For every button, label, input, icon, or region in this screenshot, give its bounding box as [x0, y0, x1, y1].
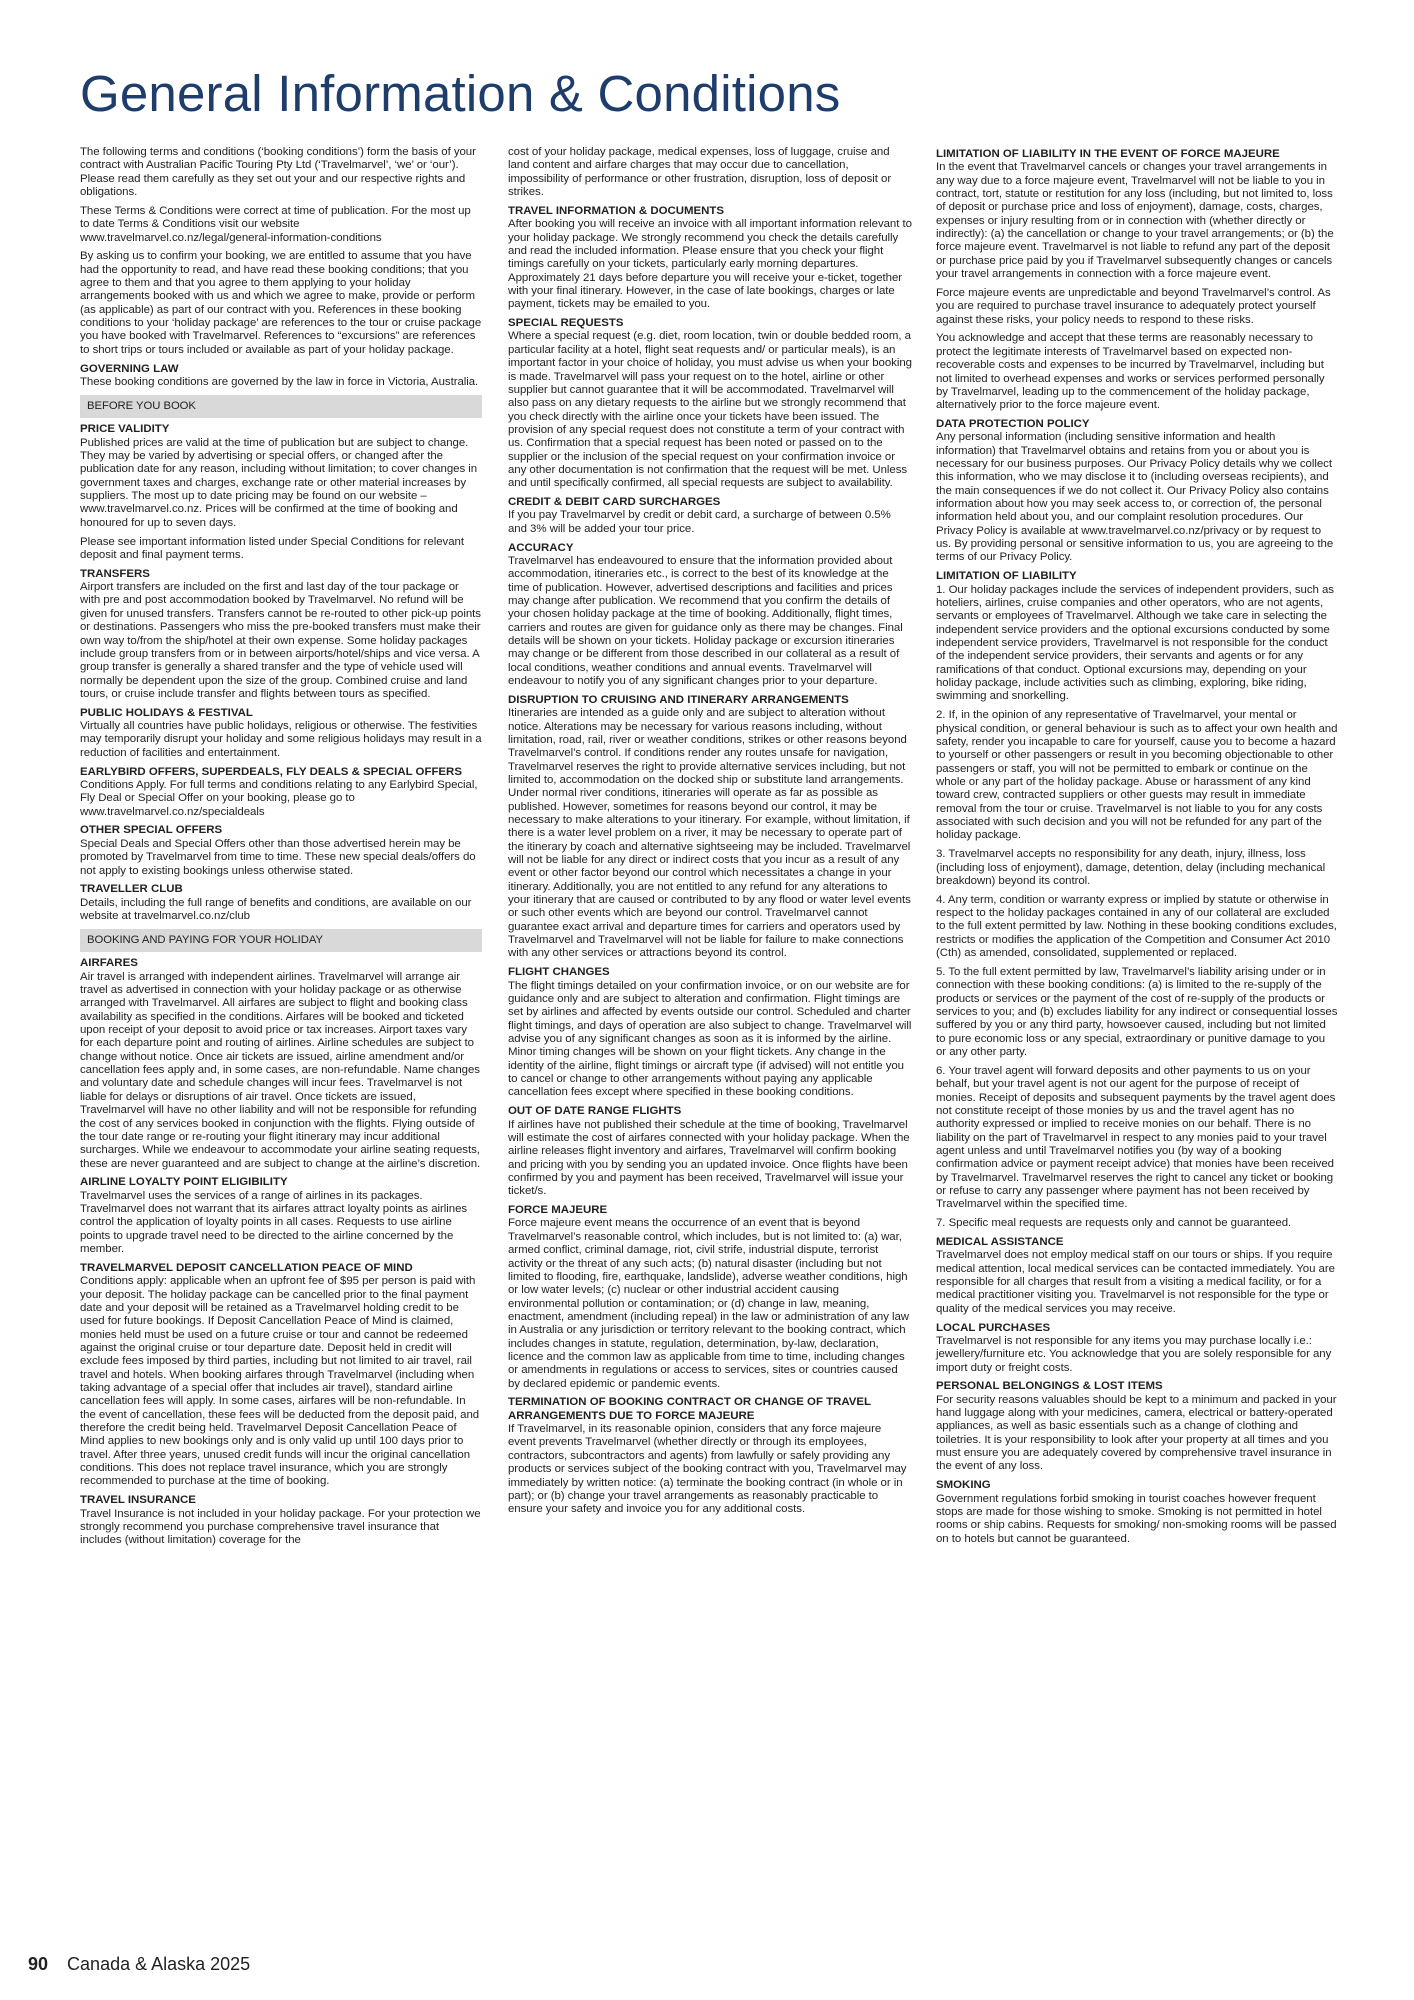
paragraph: Please see important information listed under Special Conditions for relevant deposit and final payment terms.: [80, 535, 464, 561]
section-heading: TRANSFERS: [80, 567, 150, 580]
section-heading: PUBLIC HOLIDAYS & FESTIVAL: [80, 706, 253, 719]
paragraph: Conditions Apply. For full terms and conditions relating to any Earlybird Special, Fly Deal or Special Offer on your booking, please go to www.travelmarvel.co.nz/specialdeals: [80, 778, 478, 818]
paragraph: Airport transfers are included on the first and last day of the tour package or with pre and post accommodation booked by Travelmarvel. No refund will be given for unused transfers. Transfers cannot be re-routed to other pick-up points or destinations. Passengers who miss the pre-booked transfers must make their own way to/from the ship/hotel at their own expense. Some holiday packages include group transfers from or in between airports/hotel/ships and vice versa. A group transfer is generally a shared transfer and the type of vehicle used will normally be dependent upon the size of the group. Combined cruise and land tours, or cruise include transfer and flights between tours as specified.: [80, 581, 481, 700]
paragraph: 5. To the full extent permitted by law, Travelmarvel’s liability arising under or in connection with these booking conditions: (a) is limited to the re-supply of the products or services or the payment of the cost of re-supply of the products or services to you; and (b) excludes liability for any indirect or consequential losses suffered by you or any third party, howsoever caused, including but not limited to pure economic loss or any special, extraordinary or punitive damage to you or any other party.: [936, 965, 1338, 1058]
section-heading: CREDIT & DEBIT CARD SURCHARGES: [508, 496, 721, 509]
paragraph: Force majeure events are unpredictable and beyond Travelmarvel’s control. As you are required to purchase travel insurance to adequately protect yourself against these risks, your policy needs to respond to these risks.: [936, 286, 1331, 326]
paragraph: Travel Insurance is not included in your holiday package. For your protection we strongly recommend you purchase comprehensive travel insurance that includes (without limitation) coverage for the: [80, 1507, 481, 1547]
paragraph: You acknowledge and accept that these terms are reasonably necessary to protect the legitimate interests of Travelmarvel based on expected non-recoverable costs and expenses to be incurred by Travelmarvel, including but not limited to overhead expenses and works or services performed personally by Travelmarvel, leading up to the commencement of the holiday package, alternatively prior to the force majeure event.: [936, 332, 1325, 412]
section-heading: ACCURACY: [508, 541, 574, 554]
section-heading: AIRLINE LOYALTY POINT ELIGIBILITY: [80, 1176, 288, 1189]
paragraph: Details, including the full range of benefits and conditions, are available on our website at travelmarvel.co.nz/club: [80, 896, 472, 923]
paragraph: Itineraries are intended as a guide only and are subject to alteration without notice. Alterations may be necessary for various reasons including, without limitation, road, rail, river or weather conditions, strikes or other reasons beyond Travelmarvel’s control. If conditions render any routes unsafe for navigation, Travelmarvel reserves the right to provide alternative services including, but not limited to, accommodation on the docked ship or substitute land arrangements. Under normal river conditions, itineraries will operate as far as possible as published. However, sometimes for reasons beyond our control, it may be necessary to make alterations to your itinerary. For example, without limitation, if there is a water level problem on a river, it may be necessary to operate part of the itinerary by coach and alternative sightseeing may be included. Travelmarvel will not be liable for any direct or indirect costs that you incur as a result of any event or other factor beyond our control which necessitates a change in your itinerary. Additionally, you are not entitled to any refund for any alterations to your itinerary that are caused or contributed to by any flood or water level events or such other events which are beyond our control. Travelmarvel cannot guarantee exact arrival and departure times for carriers and operators used by Travelmarvel and Travelmarvel will not be liable for failure to make connections with any other services or attractions beyond its control.: [508, 707, 911, 960]
paragraph: 1. Our holiday packages include the services of independent providers, such as hoteliers, airlines, cruise companies and other operators, who are not agents, servants or employees of Travelmarvel. Although we take care in selecting the independent service providers and the optional excursions conducted by some independent service providers, Travelmarvel is not responsible for the conduct of the independent service providers, their servants and agents or for any ramifications of that conduct. Optional excursions may, depending on your holiday package, include activities such as climbing, exploring, bike riding, swimming and snorkelling.: [936, 583, 1334, 703]
paragraph: If Travelmarvel, in its reasonable opinion, considers that any force majeure event prevents Travelmarvel (whether directly or through its employees, contractors, subcontractors and agents) from lawfully or safely providing any products or services subject of the booking contract with you, Travelmarvel may immediately by written notice: (a) terminate the booking contract (in whole or in part); or (b) change your travel arrangements as reasonably practicable to ensure your safety and invoice you for any additional costs.: [508, 1423, 907, 1516]
paragraph: Travelmarvel uses the services of a range of airlines in its packages. Travelmarvel does not warrant that its airfares attract loyalty points as airlines control the application of loyalty points in all cases. Requests to use airline points to upgrade travel need to be directed to the airline concerned by the member.: [80, 1189, 468, 1256]
section-heading: TERMINATION OF BOOKING CONTRACT OR CHANGE OF TRAVEL ARRANGEMENTS DUE TO FORCE MAJEURE: [508, 1396, 871, 1422]
paragraph: The following terms and conditions (‘booking conditions’) form the basis of your contract with Australian Pacific Touring Pty Ltd (‘Travelmarvel’, ‘we’ or ‘our’). Please read them carefully as they set out your and our respective rights and obligations.: [80, 146, 476, 199]
paragraph: 2. If, in the opinion of any representative of Travelmarvel, your mental or physical condition, or general behaviour is such as to affect your own health and safety, render you incapable to care for yourself, cause you to become a hazard to yourself or other passengers or result in you becoming objectionable to other passengers or staff, you will not be permitted to embark or continue on the whole or any part of the holiday package. Abuse or harassment of any kind toward crew, contracted suppliers or other guests may result in immediate removal from the tour or cruise. Travelmarvel is not liable to you for any costs associated with such decision and you will not be refunded for any part of the holiday package.: [936, 709, 1338, 842]
paragraph: cost of your holiday package, medical expenses, loss of luggage, cruise and land content and airfare charges that may occur due to cancellation, impossibility of performance or other frustration, disruption, loss of deposit or strikes.: [508, 146, 892, 199]
paragraph: Force majeure event means the occurrence of an event that is beyond Travelmarvel’s reasonable control, which includes, but is not limited to: (a) war, armed conflict, criminal damage, riot, civil strife, industrial dispute, terrorist activity or the threat of any such acts; (b) natural disaster (including but not limited to flooding, fire, earthquake, landslide), adverse weather conditions, high or low water levels; (c) nuclear or other industrial accident causing environmental pollution or contamination; or (d) change in law, meaning, enactment, amendment (including repeal) in the law or administration of any law in Australia or any jurisdiction or territory relevant to the booking contract, which includes changes in statute, regulation, determination, by-law, declaration, licence and the common law as applicable from time to time, including changes or amendments in regulations or access to services, sites or countries caused by declared epidemic or pandemic events.: [508, 1217, 910, 1390]
column-1: [80, 146, 482, 1553]
section-heading: LIMITATION OF LIABILITY: [936, 570, 1077, 583]
section-heading: FLIGHT CHANGES: [508, 966, 610, 979]
page-footer: [28, 1954, 250, 1975]
paragraph: Any personal information (including sensitive information and health information) that Travelmarvel obtains and retains from you or about you is necessary for our business purposes. Our Privacy Policy details why we collect this information, who we may disclose it to (including overseas recipients), and the main consequences if we do not collect it. Our Privacy Policy also contains information about how you may seek access to, or correction of, the personal information held about you, and our complaint resolution procedures. Our Privacy Policy is available at www.travelmarvel.co.nz/privacy or by request to us. By providing personal or sensitive information to us, you are agreeing to the terms of our Privacy Policy.: [936, 431, 1334, 564]
paragraph: By asking us to confirm your booking, we are entitled to assume that you have had the opportunity to read, and have read these booking conditions; that you agree to them and that you agree to them applying to your holiday arrangements booked with us and which we agree to make, provide or perform (as applicable) as part of our contract with you. References in these booking conditions to your ‘holiday package’ are references to the tour or cruise package you have booked with Travelmarvel. References to “excursions” are references to short trips or tours included or available as part of your holiday package.: [80, 250, 482, 356]
section-heading: PERSONAL BELONGINGS & LOST ITEMS: [936, 1380, 1163, 1393]
paragraph: 7. Specific meal requests are requests only and cannot be guaranteed.: [936, 1217, 1292, 1230]
paragraph: Air travel is arranged with independent airlines. Travelmarvel will arrange air travel as advertised in connection with your holiday package or as otherwise arranged with Travelmarvel. All airfares are subject to flight and booking class availability as specified in the conditions. Airfares will be booked and ticketed upon receipt of your deposit to avoid price or tax increases. Airport taxes vary for each departure point and routing of airlines. Airline schedules are subject to change without notice. Once air tickets are issued, airline amendment and/or cancellation fees apply and, in some cases, are non-refundable. Name changes and voluntary date and schedule changes will incur fees. Travelmarvel is not liable for delays or disruptions of air travel. Once tickets are issued, Travelmarvel will have no other liability and will not be responsible for refunding the cost of any services booked in conjunction with the flights. Flying outside of the tour date range or re-routing your flight itinerary may incur additional surcharges. While we endeavour to accommodate your airline seating requests, these are never guaranteed and are subject to change at the airline’s discretion.: [80, 970, 481, 1170]
paragraph: The flight timings detailed on your confirmation invoice, or on our website are for guidance only and are subject to alteration and confirmation. Flight timings are set by airlines and affected by events outside our control. Scheduled and charter flight timings, and days of operation are also subject to change. Travelmarvel will advise you of any significant changes as soon as it is informed by the airline. Minor timing changes will be shown on your flight tickets. Any change in the identity of the airline, flight timings or aircraft type (if advised) will not entitle you to cancel or change to other arrangements without paying any applicable cancellation fees except where specified in these booking conditions.: [508, 979, 912, 1099]
section-heading: SMOKING: [936, 1479, 991, 1492]
paragraph: Virtually all countries have public holidays, religious or otherwise. The festivities may temporarily disrupt your holiday and some religious holidays may result in a reduction of facilities and entertainment.: [80, 720, 482, 759]
section-heading: MEDICAL ASSISTANCE: [936, 1235, 1064, 1248]
brochure-title: Canada & Alaska 2025: [67, 1954, 251, 1974]
paragraph: Travelmarvel is not responsible for any items you may purchase locally i.e.: jewellery/furniture etc. You acknowledge that you are solely responsible for any import duty or freight costs.: [936, 1334, 1332, 1374]
section-heading: DISRUPTION TO CRUISING AND ITINERARY ARRANGEMENTS: [508, 693, 849, 706]
paragraph: Travelmarvel does not employ medical staff on our tours or ships. If you require medical attention, local medical services can be contacted immediately. You are responsible for all charges that result from a visiting a medical facility, or for a medical practitioner visiting you. Travelmarvel is not responsible for the type or quality of the medical services you may receive.: [936, 1249, 1335, 1315]
paragraph: Special Deals and Special Offers other than those advertised herein may be promoted by Travelmarvel from time to time. These new special deals/offers do not apply to existing bookings unless otherwise stated.: [80, 837, 476, 877]
paragraph: If you pay Travelmarvel by credit or debit card, a surcharge of between 0.5% and 3% will be added your tour price.: [508, 509, 891, 535]
section-heading: TRAVELLER CLUB: [80, 883, 183, 896]
column-3: [936, 148, 1338, 1552]
paragraph: 6. Your travel agent will forward deposits and other payments to us on your behalf, but your travel agent is not our agent for the purpose of receipt of monies. Receipt of deposits and subsequent payments by the travel agent does not constitute receipt of those monies by us and the travel agent has no authority expressed or implied to receive monies on our behalf. There is no liability on the part of Travelmarvel in respect to any monies paid to your travel agent unless and until Travelmarvel notifies you (by way of a booking confirmation advice or payment receipt advice) that monies have been received by Travelmarvel. Travelmarvel reserves the right to cancel any ticket or booking or refuse to carry any passenger where payment has not been received by Travelmarvel within the specified time.: [936, 1064, 1336, 1211]
paragraph: Government regulations forbid smoking in tourist coaches however frequent stops are made for those wishing to smoke. Smoking is not permitted in hotel rooms or ship cabins. Requests for smoking/ non-smoking rooms will be passed on to hotels but cannot be guaranteed.: [936, 1492, 1337, 1545]
section-heading: TRAVEL INFORMATION & DOCUMENTS: [508, 204, 725, 217]
section-heading: DATA PROTECTION POLICY: [936, 418, 1090, 431]
paragraph: After booking you will receive an invoice with all important information relevant to your holiday package. We strongly recommend you check the details carefully and read the included information. Please ensure that you check your flight timings carefully on your tickets, particularly early morning departures. Approximately 21 days before departure you will receive your e-ticket, together with your final itinerary. However, in the case of late bookings, charges or late payment, tickets may be emailed to you.: [508, 218, 912, 311]
paragraph: Travelmarvel has endeavoured to ensure that the information provided about accommodation, itineraries etc., is correct to the best of its knowledge at the time of publication. However, advertised descriptions and facilities and prices may change after publication. We recommend that you confirm the details of your chosen holiday package at the time of booking. Additionally, flight times, carriers and routes are given for guidance only as there may be changes. Final details will be shown on your tickets. Holiday package or excursion itineraries may change or be different from those described in our collateral as a result of local conditions, weather conditions and annual events. Travelmarvel will endeavour to notify you of any significant changes prior to your departure.: [508, 554, 903, 688]
section-heading: EARLYBIRD OFFERS, SUPERDEALS, FLY DEALS & SPECIAL OFFERS: [80, 765, 462, 778]
section-heading: TRAVEL INSURANCE: [80, 1494, 196, 1507]
section-heading: AIRFARES: [80, 957, 138, 970]
section-heading: GOVERNING LAW: [80, 362, 179, 375]
paragraph: If airlines have not published their schedule at the time of booking, Travelmarvel will estimate the cost of airfares connected with your holiday package. When the airline releases flight inventory and airfares, Travelmarvel will confirm booking and pricing with you by sending you an updated invoice. Once flights have been confirmed by you and payment has been received, Travelmarvel will issue your ticket/s.: [508, 1118, 910, 1198]
paragraph: Conditions apply: applicable when an upfront fee of $95 per person is paid with your deposit. The holiday package can be cancelled prior to the final payment date and your deposit will be retained as a Travelmarvel holding credit to be used for future bookings. If Deposit Cancellation Peace of Mind is claimed, monies held must be used on a future cruise or tour and cannot be redeemed against the original cruise or tour departure date. Deposit held in credit will exclude fees imposed by third parties, including but not limited to air travel, rail travel and hotels. When booking airfares through Travelmarvel (including when taking advantage of a special offer that includes air travel), standard airline cancellation fees will apply. In some cases, airfares will be non-refundable. In the event of cancellation, these fees will be deducted from the deposit paid, and therefore the credit being held. Travelmarvel Deposit Cancellation Peace of Mind applies to new bookings only and is only valid up until 100 days prior to travel. After three years, unused credit funds will incur the original cancellation conditions. This does not replace travel insurance, which you are strongly recommended to purchase at the time of booking.: [80, 1275, 480, 1488]
paragraph: These booking conditions are governed by the law in force in Victoria, Australia.: [80, 376, 479, 388]
section-heading: LOCAL PURCHASES: [936, 1321, 1051, 1334]
section-heading: TRAVELMARVEL DEPOSIT CANCELLATION PEACE OF MIND: [80, 1261, 413, 1274]
paragraph: These Terms & Conditions were correct at time of publication. For the most up to date Terms & Conditions visit our website www.travelmarvel.co.nz/legal/general-information-conditions: [80, 204, 471, 244]
section-heading: OUT OF DATE RANGE FLIGHTS: [508, 1105, 682, 1118]
column-2: [508, 146, 912, 1522]
section-heading: PRICE VALIDITY: [80, 423, 170, 436]
paragraph: 3. Travelmarvel accepts no responsibility for any death, injury, illness, loss (including loss of enjoyment), damage, detention, delay (including mechanical breakdown) beyond its control.: [936, 848, 1326, 887]
paragraph: Published prices are valid at the time of publication but are subject to change. They may be varied by advertising or special offers, or changed after the publication date for any reason, including without limitation; to cover changes in government taxes and charges, exchange rate or other material increases by suppliers. The most up to date pricing may be found on our website – www.travelmarvel.co.nz. Prices will be confirmed at the time of booking and honoured for up to seven days.: [80, 436, 478, 529]
paragraph: 4. Any term, condition or warranty express or implied by statute or otherwise in respect to the holiday packages contained in any of our collateral are excluded to the full extent permitted by law. Nothing in these booking conditions excludes, restricts or modifies the application of the Competition and Consumer Act 2010 (Cth) as amended, consolidated, supplemented or replaced.: [936, 893, 1337, 960]
page-title: General Information & Conditions: [80, 65, 841, 122]
section-band: BEFORE YOU BOOK: [80, 395, 482, 418]
paragraph: In the event that Travelmarvel cancels or changes your travel arrangements in any way due to a force majeure event, Travelmarvel will not be liable to you in contract, tort, statute or restitution for any loss (including, but not limited to, loss of deposit or purchase price and loss of enjoyment), damage, costs, charges, expenses or injury resulting from or in connection with (whether directly or indirectly): (a) the cancellation or change to your travel arrangements; or (b) the force majeure event. Travelmarvel is not liable to refund any part of the deposit or purchase price paid by you if Travelmarvel subsequently changes or cancels your travel arrangements in connection with a force majeure event.: [936, 161, 1334, 281]
section-heading: FORCE MAJEURE: [508, 1204, 608, 1217]
section-heading: OTHER SPECIAL OFFERS: [80, 824, 223, 837]
paragraph: For security reasons valuables should be kept to a minimum and packed in your hand luggage along with your medicines, camera, electrical or battery-operated appliances, as well as basic essentials such as a change of clothing and toiletries. It is your responsibility to look after your property at all times and you must ensure you are adequately covered by comprehensive travel insurance in the event of any loss.: [936, 1393, 1337, 1473]
section-heading: SPECIAL REQUESTS: [508, 317, 624, 330]
section-heading: LIMITATION OF LIABILITY IN THE EVENT OF FORCE MAJEURE: [936, 148, 1280, 160]
paragraph: Where a special request (e.g. diet, room location, twin or double bedded room, a particular facility at a hotel, flight seat requests and/ or particular meals), is an important factor in your choice of holiday, you must advise us when your booking is made. Travelmarvel will pass your request on to the hotel, airline or other supplier but cannot guarantee that it will be accommodated. Travelmarvel will also pass on any dietary requests to the airline but we strongly recommend that you check directly with the airline once your tickets have been issued. The provision of any special request does not constitute a term of your contract with us. Confirmation that a special request has been noted or passed on to the supplier or the inclusion of the special request on your confirmation invoice or any other documentation is not confirmation that the request will be met. Unless and until specifically confirmed, all special requests are subject to availability.: [508, 330, 912, 490]
page-number: 90: [28, 1954, 49, 1974]
section-band: BOOKING AND PAYING FOR YOUR HOLIDAY: [80, 929, 482, 952]
